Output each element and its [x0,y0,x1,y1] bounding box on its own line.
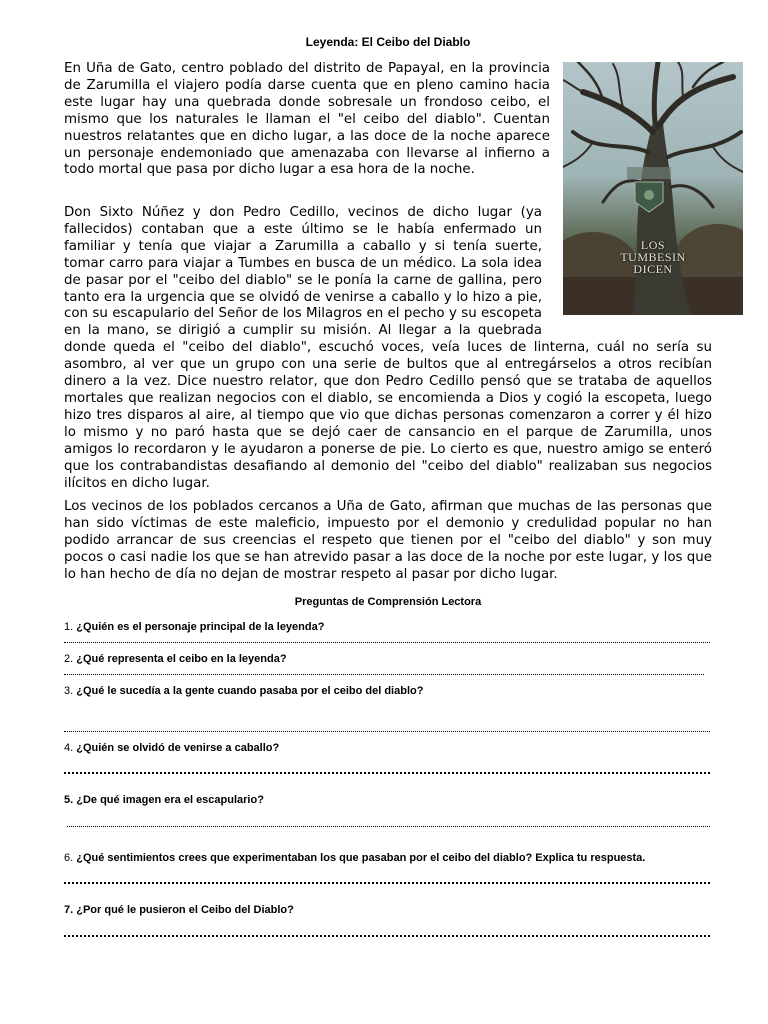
paragraph-1: En Uña de Gato, centro poblado del distrito de Papayal, en la provincia de Zarumilla el viajero podía darse cuenta que en pleno camino hacia este lugar hay una quebrada donde sobresale un frondoso ceibo, el mismo que los naturales le llaman el "el ceibo del diablo". Cuentan nuestros relatantes que en dicho lugar, a las doce de la noche aparece un personaje endemoniado que amenazaba con llevarse al infierno a todo mortal que pasa por dicho lugar a esa hora de la noche. [64,61,550,178]
paragraph-2 [64,205,712,492]
question-number: 1. [64,621,74,633]
answer-line[interactable] [64,772,710,774]
question-2 [64,653,287,665]
photo-caption-line: LOS [640,238,666,252]
question-number: 4. [64,742,74,754]
answer-line[interactable] [64,935,710,937]
paragraph-3: Los vecinos de los poblados cercanos a Uña de Gato, afirman que muchas de las personas que han sido víctimas de este maleficio, impuesto por el demonio y credulidad popular no han podido arrancar de sus creencias el respeto que tienen por el "ceibo del diablo" y son muy pocos o casi nadie los que se han atrevido pasar a las doce de la noche por este lugar, y los que lo han hecho de día no dejan de mostrar respeto al pasar por dicho lugar. [64,499,712,582]
answer-line[interactable] [67,826,710,827]
document-title: Leyenda: El Ceibo del Diablo [305,35,471,49]
question-text: ¿De qué imagen era el escapulario? [76,794,264,806]
questions-title: Preguntas de Comprensión Lectora [294,596,482,608]
question-5 [64,794,264,806]
question-number: 2. [64,653,74,665]
question-number: 7. [64,904,74,916]
question-number: 5. [64,794,74,806]
question-1 [64,621,324,633]
paragraph-2-text: Don Sixto Núñez y don Pedro Cedillo, vecinos de dicho lugar (ya fallecidos) contaban que a este último se le había enfermado un familiar y tenía que viajar a Zarumilla a caballo y si tenía suerte, tomar carro para viajar a Tumbes en busca de un médico. La sola idea de pasar por el "ceibo del diablo" se le ponía la carne de gallina, pero tanto era la urgencia que se olvidó de venirse a caballo y lo hizo a pie, con su escapulario del Señor de los Milagros en el pecho y su escopeta en la mano, se dirigió a cumplir su misión. Al llegar a la quebrada donde queda el "ceibo del diablo", escuchó voces, veía luces de linterna, cuál no sería su asombro, al ver que un grupo con una serie de bultos que al entregárselos a otros recibían dinero a la vez. Dice nuestro relator, que don Pedro Cedillo pensó que se trataba de aquellos mortales que realizan negocios con el diablo, se encomienda a Dios y cogió la escopeta, luego hizo tres disparos al aire, al tiempo que vio que dichas personas comenzaron a correr y él hizo lo mismo y no paró hasta que se dejó caer de cansancio en el parque de Zarumilla, unos amigos lo recordaron y le ayudaron a ponerse de pie. Lo cierto es que, nuestro amigo se enteró que los contrabandistas desafiando al demonio del "ceibo del diablo" realizaban sus negocios ilícitos en dicho lugar. [64,205,712,491]
answer-line[interactable] [64,674,704,675]
question-4 [64,742,279,754]
question-7 [64,904,294,916]
question-number: 3. [64,685,74,697]
question-text: ¿Qué sentimientos crees que experimentaban los que pasaban por el ceibo del diablo? Explica tu respuesta. [76,852,646,864]
answer-line[interactable] [64,882,710,884]
question-number: 6. [64,852,74,864]
question-3 [64,685,423,697]
photo-caption-line: DICEN [633,262,673,276]
answer-line[interactable] [64,731,710,732]
question-text: ¿Por qué le pusieron el Ceibo del Diablo? [76,904,294,916]
photo-caption-line: TUMBESIN [620,250,686,264]
question-text: ¿Qué representa el ceibo en la leyenda? [76,653,287,665]
question-text: ¿Quién es el personaje principal de la leyenda? [76,621,325,633]
question-6 [64,852,645,864]
question-text: ¿Qué le sucedía a la gente cuando pasaba por el ceibo del diablo? [76,685,424,697]
image-wrap-spacer [542,205,712,327]
answer-line[interactable] [64,642,710,643]
question-text: ¿Quién se olvidó de venirse a caballo? [76,742,280,754]
